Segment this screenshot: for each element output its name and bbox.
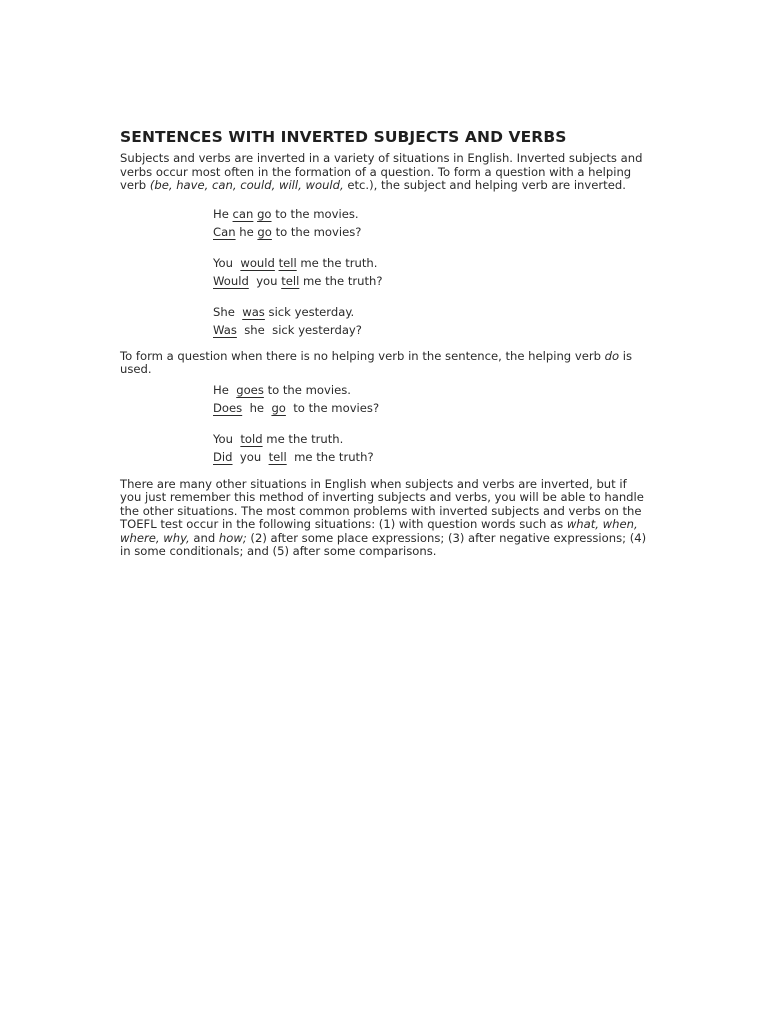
intro-text-italic: (be, have, can, could, will, would, [149,178,344,192]
example-group-would [213,254,650,290]
example-group-told [213,430,650,466]
helping-verb: Can [213,224,236,239]
helping-verb: Does [213,400,243,415]
example-group-can [213,205,650,241]
closing-text-1: There are many other situations in English when subjects and verbs are inverted, but if you just remember this method of inverting subjects and verbs, you will be able to handle the other situations. The most common problems with inverted subjects and verbs on the TOEFL test occur in the following situations: (1) with question words such as [120,476,644,531]
rest-of-sentence: to the movies. [267,382,351,397]
subject: He [213,206,229,221]
main-verb: tell [278,255,297,270]
helping-verb-examples [213,205,650,339]
subject: She [213,304,235,319]
no-helping-text-2: is used. [120,348,633,376]
rest-of-sentence: sick yesterday. [268,304,355,319]
main-verb: was [242,304,265,319]
no-helping-text-italic: do [604,348,620,363]
example-question [213,399,650,417]
subject: You [213,431,233,446]
main-verb: tell [268,449,287,464]
example-statement [213,303,650,321]
rest-of-sentence: to the movies? [293,400,380,415]
example-question [213,448,650,466]
main-verb: told [240,431,263,446]
subject: he [249,400,265,415]
rest-of-sentence: me the truth? [303,273,383,288]
subject: You [213,255,233,270]
subject: you [256,273,278,288]
do-examples [213,381,650,466]
example-question [213,272,650,290]
main-verb: tell [281,273,300,288]
rest-of-sentence: to the movies? [275,224,362,239]
rest-of-sentence: me the truth. [300,255,378,270]
document-page [120,128,650,559]
rest-of-sentence: to the movies. [275,206,359,221]
closing-paragraph [120,478,650,559]
helping-verb: Did [213,449,233,464]
no-helping-text-1: To form a question when there is no helping verb in the sentence, the helping verb [120,348,605,363]
subject: you [239,449,262,464]
example-question [213,321,650,339]
example-statement [213,205,650,223]
closing-text-2: and [189,530,219,545]
no-helping-verb-paragraph [120,350,650,377]
helping-verb: can [232,206,254,221]
main-verb: go [257,206,272,221]
rest-of-sentence: me the truth. [266,431,344,446]
main-verb: go [271,400,286,415]
helping-verb: Would [213,273,249,288]
example-statement [213,254,650,272]
example-statement [213,430,650,448]
main-verb: Was [213,322,237,337]
subject: he [239,224,254,239]
subject: she [244,322,265,337]
main-verb: go [257,224,272,239]
rest-of-sentence: me the truth? [294,449,374,464]
closing-text-italic-1: what, when, where, why, [120,517,638,545]
example-group-goes [213,381,650,417]
example-question [213,223,650,241]
rest-of-sentence: sick yesterday? [272,322,362,337]
closing-text-italic-2: how; [218,530,247,545]
subject: He [213,382,229,397]
document-title: SENTENCES WITH INVERTED SUBJECTS AND VERBS [120,128,567,146]
intro-paragraph [120,152,650,193]
main-verb: goes [236,382,264,397]
helping-verb: would [240,255,275,270]
example-statement [213,381,650,399]
intro-text-1: Subjects and verbs are inverted in a variety of situations in English. Inverted subjects and verbs occur most often in the formation of a question. To form a question with a helping verb [120,151,643,192]
closing-text-3: (2) after some place expressions; (3) after negative expressions; (4) in some conditionals; and (5) after some comparisons. [120,530,647,558]
example-group-was [213,303,650,339]
intro-text-2: etc.), the subject and helping verb are inverted. [343,178,626,192]
